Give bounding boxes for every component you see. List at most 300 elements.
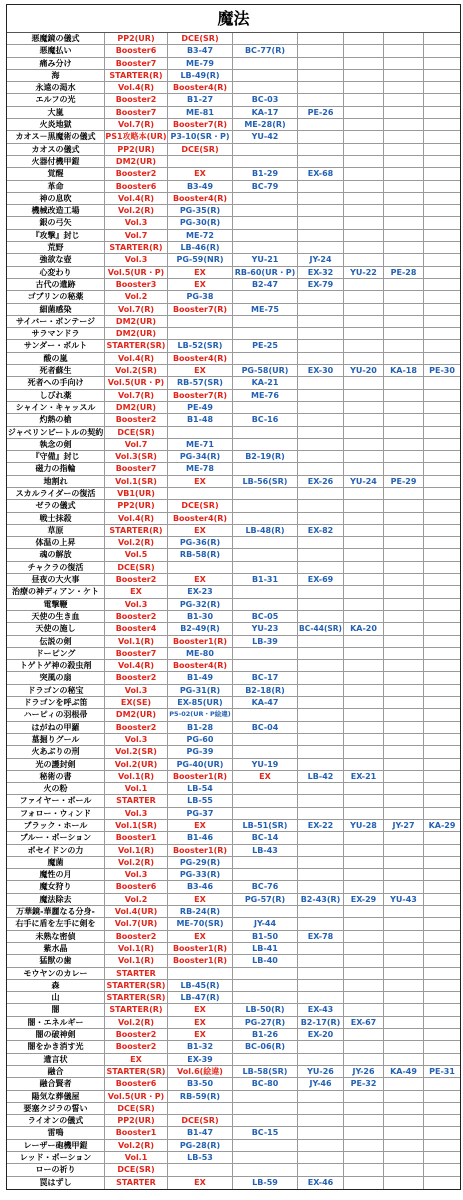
set-cell	[384, 513, 424, 525]
set-cell	[384, 685, 424, 697]
set-cell	[384, 672, 424, 684]
table-row	[7, 857, 460, 869]
page-title: 魔法	[7, 5, 460, 33]
card-name-cell: カオスの儀式	[7, 144, 105, 156]
set-cell: PG-28(R)	[168, 1140, 233, 1152]
set-cell	[168, 156, 233, 168]
set-cell	[384, 906, 424, 918]
set-cell	[424, 119, 460, 131]
table-row	[7, 734, 460, 746]
set-cell	[298, 1152, 344, 1164]
set-cell	[298, 906, 344, 918]
card-name-cell: 火あぶりの刑	[7, 746, 105, 758]
set-cell: P5-02(UR・P絵違)	[168, 709, 233, 721]
set-cell: STARTER(SR)	[105, 992, 168, 1004]
card-name-cell: 闇をかき消す光	[7, 1041, 105, 1053]
set-cell: Vol.1(SR)	[105, 820, 168, 832]
set-cell	[298, 783, 344, 795]
set-cell: B1-47	[168, 1127, 233, 1139]
set-cell	[384, 144, 424, 156]
set-cell: Vol.7(UR)	[105, 918, 168, 930]
table-row	[7, 205, 460, 217]
set-cell	[424, 549, 460, 561]
set-cell	[424, 267, 460, 279]
set-cell: PG-39	[168, 746, 233, 758]
card-name-cell: モウヤンのカレー	[7, 968, 105, 980]
set-cell: DCE(SR)	[168, 33, 233, 45]
set-cell	[384, 414, 424, 426]
set-cell: DCE(SR)	[105, 562, 168, 574]
set-cell	[424, 1029, 460, 1041]
set-cell	[344, 968, 384, 980]
card-name-cell: 大嵐	[7, 107, 105, 119]
set-cell	[424, 439, 460, 451]
set-cell: Booster4(R)	[168, 193, 233, 205]
card-name-cell: レッド・ポーション	[7, 1152, 105, 1164]
set-cell	[384, 107, 424, 119]
table-row	[7, 488, 460, 500]
card-name-cell: 神の息吹	[7, 193, 105, 205]
set-cell: RB-60(UR・P)	[233, 267, 298, 279]
set-cell	[424, 414, 460, 426]
set-cell: EX-79	[298, 279, 344, 291]
table-row	[7, 131, 460, 143]
set-cell	[344, 119, 384, 131]
set-cell	[298, 918, 344, 930]
set-cell	[344, 1140, 384, 1152]
set-cell: Booster2	[105, 672, 168, 684]
card-name-cell: 『攻撃』封じ	[7, 230, 105, 242]
table-row	[7, 636, 460, 648]
set-cell: PG-30(R)	[168, 217, 233, 229]
set-cell	[168, 488, 233, 500]
set-cell	[344, 746, 384, 758]
set-cell	[298, 390, 344, 402]
card-name-cell: 酸の嵐	[7, 353, 105, 365]
set-cell	[233, 156, 298, 168]
set-cell: Booster4	[105, 623, 168, 635]
set-cell	[344, 377, 384, 389]
set-cell	[233, 205, 298, 217]
set-cell: Vol.2(R)	[105, 857, 168, 869]
set-cell	[424, 1054, 460, 1066]
set-cell	[233, 353, 298, 365]
set-cell	[233, 70, 298, 82]
table-row	[7, 1164, 460, 1176]
set-cell	[424, 217, 460, 229]
set-cell: JY-27	[384, 820, 424, 832]
set-cell	[384, 217, 424, 229]
table-row	[7, 746, 460, 758]
set-cell	[344, 783, 384, 795]
set-cell	[298, 992, 344, 1004]
card-name-cell: 要塞クジラの誓い	[7, 1103, 105, 1115]
card-name-cell: レーザー砲機甲鎧	[7, 1140, 105, 1152]
set-cell	[344, 525, 384, 537]
table-row	[7, 316, 460, 328]
set-cell: Booster2	[105, 1029, 168, 1041]
card-name-cell: 融合賢者	[7, 1078, 105, 1090]
set-cell: Booster6	[105, 181, 168, 193]
table-row	[7, 1091, 460, 1103]
set-cell	[384, 881, 424, 893]
table-row	[7, 279, 460, 291]
set-cell	[344, 943, 384, 955]
set-cell	[298, 377, 344, 389]
table-row	[7, 537, 460, 549]
set-cell: VB1(UR)	[105, 488, 168, 500]
set-cell	[384, 562, 424, 574]
card-name-cell: 覚醒	[7, 168, 105, 180]
set-cell: EX	[168, 1017, 233, 1029]
set-cell	[298, 144, 344, 156]
table-row	[7, 144, 460, 156]
card-name-cell: 永遠の渇水	[7, 82, 105, 94]
set-cell: B1-29	[233, 168, 298, 180]
set-cell: LB-51(SR)	[233, 820, 298, 832]
table-row	[7, 242, 460, 254]
set-cell	[344, 217, 384, 229]
card-name-cell: 融合	[7, 1066, 105, 1078]
table-row	[7, 45, 460, 57]
set-cell	[233, 58, 298, 70]
set-cell: EX	[168, 820, 233, 832]
set-cell: PE-28	[384, 267, 424, 279]
set-cell: PS1攻略本(UR)	[105, 131, 168, 143]
set-cell	[384, 427, 424, 439]
set-cell	[384, 254, 424, 266]
set-cell	[384, 722, 424, 734]
set-cell	[298, 33, 344, 45]
set-cell	[424, 709, 460, 721]
set-cell	[384, 808, 424, 820]
set-cell	[344, 586, 384, 598]
table-row	[7, 1054, 460, 1066]
set-cell	[298, 439, 344, 451]
set-cell	[384, 156, 424, 168]
set-cell	[384, 845, 424, 857]
set-cell: PG-38	[168, 291, 233, 303]
set-cell	[424, 193, 460, 205]
set-cell	[344, 992, 384, 1004]
set-cell	[233, 734, 298, 746]
set-cell	[424, 390, 460, 402]
table-row	[7, 943, 460, 955]
card-name-cell: 光の護封剣	[7, 759, 105, 771]
table-row	[7, 1177, 460, 1189]
set-cell	[344, 1127, 384, 1139]
set-cell: ME-81	[168, 107, 233, 119]
set-cell: Vol.1(R)	[105, 955, 168, 967]
table-row	[7, 845, 460, 857]
card-name-cell: 紫水晶	[7, 943, 105, 955]
card-name-cell: 細菌感染	[7, 304, 105, 316]
set-cell	[384, 1152, 424, 1164]
set-cell: EX	[168, 894, 233, 906]
set-cell: B3-47	[168, 45, 233, 57]
set-cell: PE-32	[344, 1078, 384, 1090]
set-cell	[298, 58, 344, 70]
set-cell	[233, 328, 298, 340]
set-cell: Vol.3	[105, 685, 168, 697]
set-cell: KA-21	[233, 377, 298, 389]
set-cell: Vol.5	[105, 549, 168, 561]
set-cell	[168, 1103, 233, 1115]
set-cell	[344, 1041, 384, 1053]
table-row	[7, 1017, 460, 1029]
set-cell	[233, 992, 298, 1004]
set-cell	[344, 316, 384, 328]
set-cell: B2-43(R)	[298, 894, 344, 906]
set-cell: BC-03	[233, 94, 298, 106]
set-cell	[384, 94, 424, 106]
set-cell	[424, 1152, 460, 1164]
set-cell: Booster2	[105, 611, 168, 623]
set-cell: B1-50	[233, 931, 298, 943]
set-cell: EX	[105, 586, 168, 598]
set-cell	[424, 623, 460, 635]
set-cell: YU-24	[344, 476, 384, 488]
set-cell	[233, 660, 298, 672]
set-cell	[424, 94, 460, 106]
set-cell	[233, 144, 298, 156]
set-cell: PP2(UR)	[105, 33, 168, 45]
set-cell: YU-20	[344, 365, 384, 377]
set-cell	[384, 353, 424, 365]
table-row	[7, 648, 460, 660]
set-cell: B1-27	[168, 94, 233, 106]
table-row	[7, 955, 460, 967]
table-row	[7, 390, 460, 402]
set-cell	[384, 279, 424, 291]
set-cell	[424, 1103, 460, 1115]
set-cell	[298, 648, 344, 660]
set-cell	[298, 70, 344, 82]
table-row	[7, 980, 460, 992]
set-cell: KA-29	[424, 820, 460, 832]
spell-card-table	[6, 4, 461, 1190]
set-cell: EX	[168, 168, 233, 180]
set-cell	[344, 205, 384, 217]
set-cell: Vol.2(R)	[105, 1140, 168, 1152]
set-cell	[424, 254, 460, 266]
table-row	[7, 685, 460, 697]
card-name-cell: 未熟な密偵	[7, 931, 105, 943]
table-row	[7, 1041, 460, 1053]
set-cell: JY-44	[233, 918, 298, 930]
set-cell: BC-06(R)	[233, 1041, 298, 1053]
set-cell	[424, 168, 460, 180]
table-row	[7, 1004, 460, 1016]
set-cell: Booster1(R)	[168, 636, 233, 648]
card-name-cell: 魂の解放	[7, 549, 105, 561]
set-cell: LB-55	[168, 795, 233, 807]
set-cell: RB-57(SR)	[168, 377, 233, 389]
set-cell: STARTER	[105, 1177, 168, 1189]
set-cell	[298, 980, 344, 992]
set-cell	[424, 808, 460, 820]
set-cell	[298, 82, 344, 94]
set-cell	[298, 513, 344, 525]
card-name-cell: 体温の上昇	[7, 537, 105, 549]
set-cell: LB-54	[168, 783, 233, 795]
set-cell: Booster2	[105, 574, 168, 586]
set-cell	[424, 377, 460, 389]
set-cell: YU-28	[344, 820, 384, 832]
set-cell	[298, 131, 344, 143]
set-cell	[384, 783, 424, 795]
set-cell	[298, 746, 344, 758]
set-cell: EX-21	[344, 771, 384, 783]
set-cell	[298, 119, 344, 131]
set-cell	[384, 45, 424, 57]
set-cell: EX-20	[298, 1029, 344, 1041]
card-name-cell: 天使の施し	[7, 623, 105, 635]
set-cell: Booster2	[105, 931, 168, 943]
set-cell	[424, 562, 460, 574]
set-cell: EX	[168, 931, 233, 943]
set-cell: Booster2	[105, 414, 168, 426]
set-cell: B1-49	[168, 672, 233, 684]
set-cell: ME-75	[233, 304, 298, 316]
card-name-cell: 銀の弓矢	[7, 217, 105, 229]
set-cell	[344, 881, 384, 893]
set-cell: Vol.1(R)	[105, 943, 168, 955]
set-cell	[344, 131, 384, 143]
set-cell	[424, 537, 460, 549]
set-cell	[344, 304, 384, 316]
set-cell: STARTER(R)	[105, 70, 168, 82]
set-cell: EX	[168, 1029, 233, 1041]
set-cell	[298, 955, 344, 967]
set-cell: LB-50(R)	[233, 1004, 298, 1016]
set-cell	[424, 107, 460, 119]
table-row	[7, 328, 460, 340]
set-cell	[424, 328, 460, 340]
card-name-cell: 心変わり	[7, 267, 105, 279]
set-cell: PP2(UR)	[105, 144, 168, 156]
set-cell: PE-30	[424, 365, 460, 377]
set-cell: BC-04	[233, 722, 298, 734]
set-cell: PG-32(R)	[168, 599, 233, 611]
set-cell: Vol.2(R)	[105, 537, 168, 549]
set-cell	[384, 1177, 424, 1189]
set-cell: ME-76	[233, 390, 298, 402]
card-name-cell: ライオンの儀式	[7, 1115, 105, 1127]
card-name-cell: 闇・エネルギー	[7, 1017, 105, 1029]
set-cell: LB-48(R)	[233, 525, 298, 537]
card-name-cell: 荒野	[7, 242, 105, 254]
card-name-cell: サイバー・ボンテージ	[7, 316, 105, 328]
card-name-cell: 海	[7, 70, 105, 82]
set-cell: ME-80	[168, 648, 233, 660]
table-row	[7, 451, 460, 463]
set-cell: EX-29	[344, 894, 384, 906]
table-row	[7, 193, 460, 205]
set-cell	[424, 488, 460, 500]
set-cell	[384, 230, 424, 242]
set-cell	[344, 759, 384, 771]
set-cell	[233, 906, 298, 918]
set-cell: Vol.6(絵違)	[168, 1066, 233, 1078]
set-cell	[424, 181, 460, 193]
card-name-cell: サンダー・ボルト	[7, 340, 105, 352]
set-cell	[298, 599, 344, 611]
set-cell	[298, 795, 344, 807]
table-row	[7, 58, 460, 70]
set-cell: EX-23	[168, 586, 233, 598]
set-cell	[298, 832, 344, 844]
set-cell: STARTER(R)	[105, 525, 168, 537]
set-cell: DM2(UR)	[105, 316, 168, 328]
set-cell	[298, 1054, 344, 1066]
card-name-cell: ポセイドンの力	[7, 845, 105, 857]
set-cell	[298, 709, 344, 721]
set-cell	[298, 672, 344, 684]
set-cell: LB-42	[298, 771, 344, 783]
set-cell	[424, 58, 460, 70]
set-cell	[424, 340, 460, 352]
set-cell: PE-25	[233, 340, 298, 352]
set-cell	[344, 734, 384, 746]
set-cell: Vol.4(R)	[105, 353, 168, 365]
set-cell	[298, 451, 344, 463]
table-row	[7, 156, 460, 168]
card-name-cell: 火器付機甲鎧	[7, 156, 105, 168]
card-name-cell: スカルライダーの復活	[7, 488, 105, 500]
set-cell	[298, 156, 344, 168]
card-name-cell: シャイン・キャッスル	[7, 402, 105, 414]
set-cell	[424, 759, 460, 771]
set-cell: Vol.2(R)	[105, 205, 168, 217]
card-name-cell: 古代の遺跡	[7, 279, 105, 291]
set-cell: Booster2	[105, 168, 168, 180]
card-name-cell: ドラゴンの秘宝	[7, 685, 105, 697]
set-cell: Vol.2(SR)	[105, 746, 168, 758]
set-cell: P3-10(SR・P)	[168, 131, 233, 143]
card-name-cell: ローの祈り	[7, 1164, 105, 1176]
card-name-cell: カオス－黒魔術の儀式	[7, 131, 105, 143]
set-cell	[233, 33, 298, 45]
set-cell	[424, 205, 460, 217]
set-cell	[233, 193, 298, 205]
set-cell: Vol.4(R)	[105, 513, 168, 525]
set-cell	[233, 291, 298, 303]
set-cell	[384, 33, 424, 45]
table-row	[7, 881, 460, 893]
set-cell	[298, 181, 344, 193]
set-cell	[298, 1041, 344, 1053]
set-cell: EX	[168, 525, 233, 537]
set-cell: BC-17	[233, 672, 298, 684]
set-cell	[424, 574, 460, 586]
set-cell	[168, 562, 233, 574]
set-cell	[424, 463, 460, 475]
set-cell: STARTER(SR)	[105, 1066, 168, 1078]
set-cell	[384, 931, 424, 943]
set-cell	[168, 427, 233, 439]
set-cell	[384, 488, 424, 500]
set-cell	[384, 857, 424, 869]
set-cell	[384, 451, 424, 463]
set-cell	[344, 574, 384, 586]
set-cell: B2-18(R)	[233, 685, 298, 697]
set-cell: Booster7(R)	[168, 304, 233, 316]
set-cell	[424, 918, 460, 930]
set-cell: Booster1(R)	[168, 845, 233, 857]
set-cell	[298, 943, 344, 955]
set-cell	[424, 82, 460, 94]
